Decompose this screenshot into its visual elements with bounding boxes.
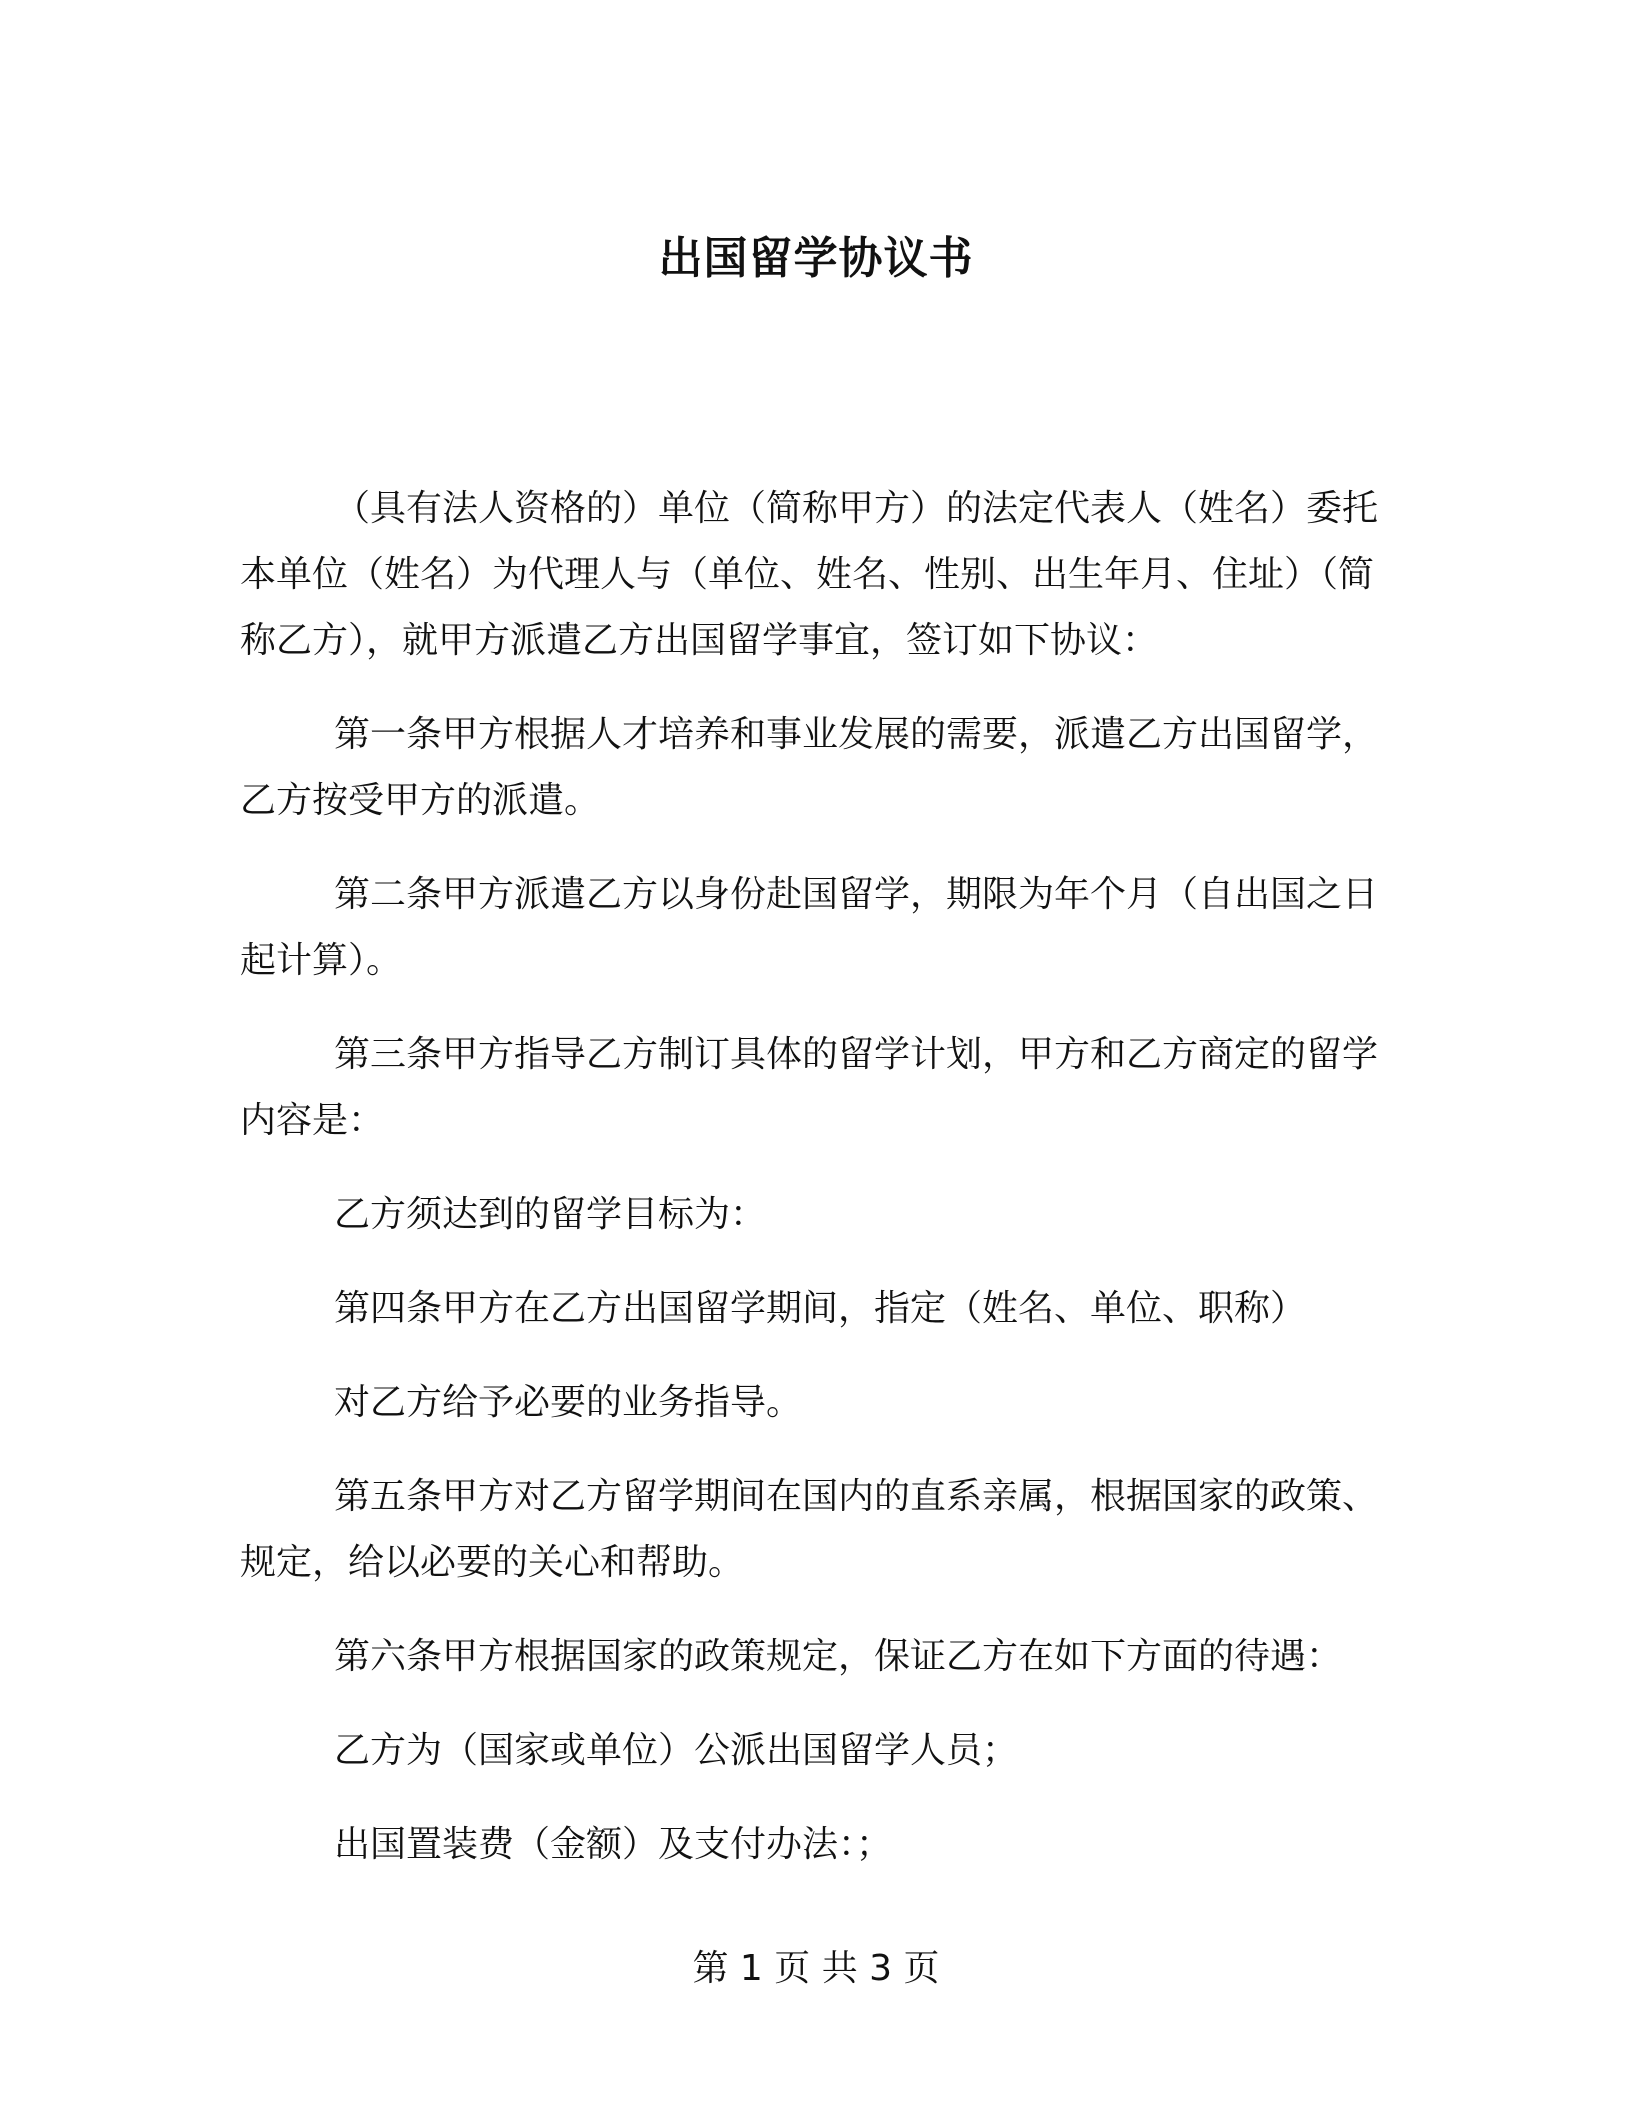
document-title: 出国留学协议书 xyxy=(658,233,974,284)
paragraph-sponsorship: 乙方为（国家或单位）公派出国留学人员； xyxy=(334,1730,1019,1771)
paragraph-guidance: 对乙方给予必要的业务指导。 xyxy=(334,1382,803,1423)
paragraph-clothing-fee: 出国置装费（金额）及支付办法：； xyxy=(334,1824,893,1865)
paragraph-study-goal: 乙方须达到的留学目标为： xyxy=(334,1194,767,1235)
paragraph-article-3: 第三条甲方指导乙方制订具体的留学计划，甲方和乙方商定的留学内容是： xyxy=(240,1034,1379,1141)
paragraph-article-5: 第五条甲方对乙方留学期间在国内的直系亲属，根据国家的政策、规定，给以必要的关心和帮助。 xyxy=(240,1476,1379,1583)
paragraph-article-2: 第二条甲方派遣乙方以身份赴国留学，期限为年个月（自出国之日起计算）。 xyxy=(240,874,1379,981)
page-footer: 第 1 页 共 3 页 xyxy=(692,1948,940,1989)
document-body xyxy=(240,476,1400,1906)
paragraph-article-4: 第四条甲方在乙方出国留学期间，指定（姓名、单位、职称） xyxy=(334,1288,1307,1329)
paragraph-article-1: 第一条甲方根据人才培养和事业发展的需要，派遣乙方出国留学，乙方按受甲方的派遣。 xyxy=(240,714,1379,821)
paragraph-article-6: 第六条甲方根据国家的政策规定，保证乙方在如下方面的待遇： xyxy=(334,1636,1343,1677)
paragraph-intro: （具有法人资格的）单位（简称甲方）的法定代表人（姓名）委托本单位（姓名）为代理人与（单位、姓名、性别、出生年月、住址）（简称乙方），就甲方派遣乙方出国留学事宜，签订如下协议： xyxy=(240,488,1379,661)
